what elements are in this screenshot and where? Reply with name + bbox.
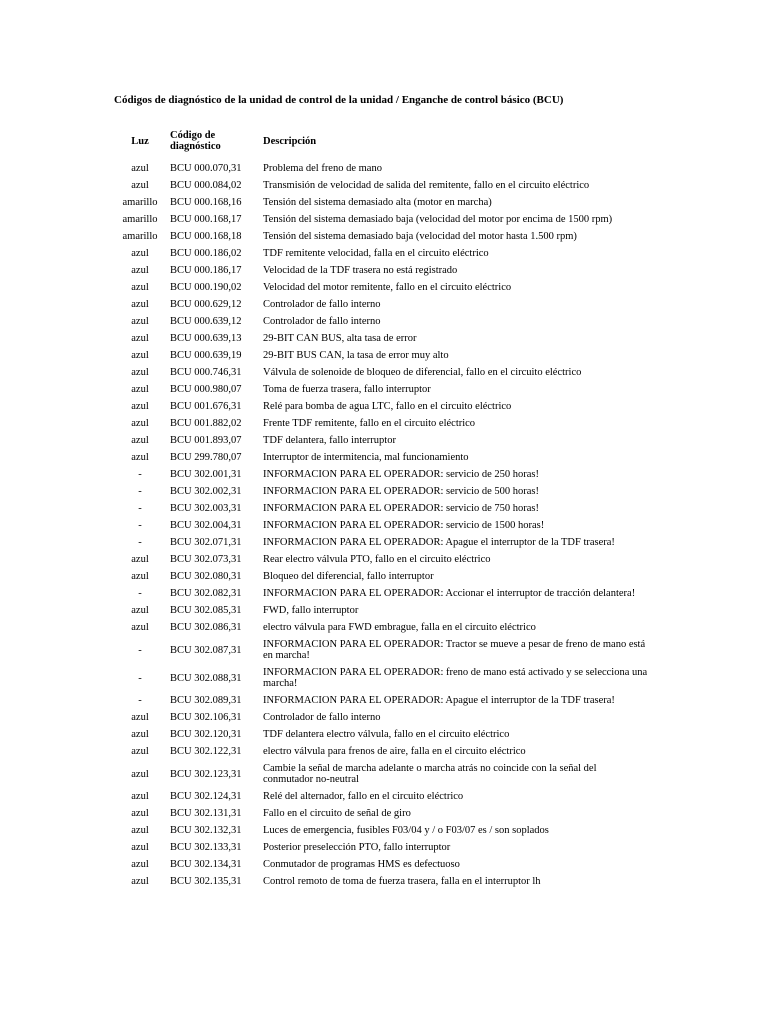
description-cell: INFORMACION PARA EL OPERADOR: Apague el interruptor de la TDF trasera! (263, 537, 615, 548)
table-row (114, 822, 648, 839)
table-row (114, 211, 648, 228)
description-cell: Velocidad de la TDF trasera no está registrado (263, 265, 458, 276)
luz-cell: azul (131, 384, 149, 395)
luz-cell: azul (131, 316, 149, 327)
description-cell: Control remoto de toma de fuerza trasera, falla en el interruptor lh (263, 876, 541, 887)
code-cell: BCU 000.980,07 (170, 384, 242, 395)
code-cell: BCU 000.168,16 (170, 197, 242, 208)
description-cell: Tensión del sistema demasiado baja (velocidad del motor por encima de 1500 rpm) (263, 214, 613, 225)
code-cell: BCU 001.676,31 (170, 401, 242, 412)
description-cell: INFORMACION PARA EL OPERADOR: servicio de 1500 horas! (263, 520, 545, 531)
code-cell: BCU 302.106,31 (170, 712, 242, 723)
table-row (114, 160, 648, 177)
table-row (114, 347, 648, 364)
code-cell: BCU 000.629,12 (170, 299, 242, 310)
table-row (114, 313, 648, 330)
table-row (114, 856, 648, 873)
table-row (114, 449, 648, 466)
table-row (114, 664, 648, 692)
table-row (114, 330, 648, 347)
luz-cell: azul (131, 712, 149, 723)
description-cell: Bloqueo del diferencial, fallo interruptor (263, 571, 434, 582)
code-cell: BCU 000.639,12 (170, 316, 242, 327)
description-cell: TDF remitente velocidad, falla en el circuito eléctrico (263, 248, 489, 259)
code-cell: BCU 302.002,31 (170, 486, 242, 497)
table-row (114, 466, 648, 483)
table-row (114, 381, 648, 398)
table-row (114, 551, 648, 568)
code-cell: BCU 302.133,31 (170, 842, 242, 853)
description-cell: Relé del alternador, fallo en el circuito eléctrico (263, 791, 464, 802)
table-row (114, 839, 648, 856)
description-cell: TDF delantera, fallo interruptor (263, 435, 396, 446)
luz-cell: - (138, 520, 142, 531)
code-cell: BCU 000.168,17 (170, 214, 242, 225)
description-cell: 29-BIT BUS CAN, la tasa de error muy alto (263, 350, 449, 361)
luz-cell: azul (131, 367, 149, 378)
luz-cell: azul (131, 180, 149, 191)
code-cell: BCU 302.087,31 (170, 644, 242, 656)
luz-cell: azul (131, 435, 149, 446)
description-cell: Interruptor de intermitencia, mal funcionamiento (263, 452, 469, 463)
diagnostic-codes-table (114, 124, 648, 890)
code-cell: BCU 302.085,31 (170, 605, 242, 616)
code-cell: BCU 302.120,31 (170, 729, 242, 740)
description-cell: Rear electro válvula PTO, fallo en el circuito eléctrico (263, 554, 491, 565)
luz-cell: azul (131, 842, 149, 853)
luz-cell: azul (131, 554, 149, 565)
page-title: Códigos de diagnóstico de la unidad de control de la unidad / Enganche de control básico (BCU) (114, 94, 564, 106)
table-row (114, 760, 648, 788)
luz-cell: azul (131, 605, 149, 616)
table-row (114, 262, 648, 279)
code-cell: BCU 000.639,13 (170, 333, 242, 344)
description-cell: INFORMACION PARA EL OPERADOR: Tractor se mueve a pesar de freno de mano está en marcha! (263, 639, 646, 661)
code-cell: BCU 000.084,02 (170, 180, 242, 191)
code-cell: BCU 299.780,07 (170, 452, 242, 463)
table-row (114, 398, 648, 415)
description-cell: Fallo en el circuito de señal de giro (263, 808, 411, 819)
table-row (114, 619, 648, 636)
luz-cell: azul (131, 876, 149, 887)
table-row (114, 500, 648, 517)
luz-cell: azul (131, 729, 149, 740)
code-cell: BCU 001.882,02 (170, 418, 242, 429)
code-cell: BCU 302.073,31 (170, 554, 242, 565)
luz-cell: azul (131, 163, 149, 174)
code-cell: BCU 302.003,31 (170, 503, 242, 514)
code-cell: BCU 302.086,31 (170, 622, 242, 633)
code-cell: BCU 000.070,31 (170, 163, 242, 174)
description-cell: INFORMACION PARA EL OPERADOR: Accionar el interruptor de tracción delantera! (263, 588, 636, 599)
description-cell: Válvula de solenoide de bloqueo de diferencial, fallo en el circuito eléctrico (263, 367, 582, 378)
table-row (114, 788, 648, 805)
description-cell: Transmisión de velocidad de salida del remitente, fallo en el circuito eléctrico (263, 180, 590, 191)
table-row (114, 709, 648, 726)
luz-cell: - (138, 588, 142, 599)
description-cell: 29-BIT CAN BUS, alta tasa de error (263, 333, 417, 344)
table-row (114, 873, 648, 890)
description-cell: Relé para bomba de agua LTC, fallo en el circuito eléctrico (263, 401, 512, 412)
luz-cell: azul (131, 622, 149, 633)
luz-cell: azul (131, 859, 149, 870)
description-cell: Velocidad del motor remitente, fallo en el circuito eléctrico (263, 282, 512, 293)
luz-cell: - (138, 695, 142, 706)
table-row (114, 245, 648, 262)
code-cell: BCU 302.132,31 (170, 825, 242, 836)
code-cell: BCU 302.080,31 (170, 571, 242, 582)
table-row (114, 743, 648, 760)
code-cell: BCU 000.639,19 (170, 350, 242, 361)
luz-cell: - (138, 503, 142, 514)
description-cell: TDF delantera electro válvula, fallo en el circuito eléctrico (263, 729, 510, 740)
code-cell: BCU 302.122,31 (170, 746, 242, 757)
description-cell: electro válvula para frenos de aire, falla en el circuito eléctrico (263, 746, 526, 757)
luz-cell: - (138, 644, 142, 656)
table-row (114, 534, 648, 551)
luz-cell: amarillo (122, 231, 158, 242)
table-row (114, 602, 648, 619)
luz-cell: azul (131, 401, 149, 412)
code-cell: BCU 302.001,31 (170, 469, 242, 480)
luz-cell: - (138, 672, 142, 684)
code-cell: BCU 000.186,02 (170, 248, 242, 259)
header-codigo: Código de diagnóstico (170, 130, 221, 152)
description-cell: Controlador de fallo interno (263, 316, 381, 327)
description-cell: INFORMACION PARA EL OPERADOR: servicio de 500 horas! (263, 486, 540, 497)
luz-cell: azul (131, 746, 149, 757)
luz-cell: azul (131, 768, 149, 780)
code-cell: BCU 000.190,02 (170, 282, 242, 293)
code-cell: BCU 302.071,31 (170, 537, 242, 548)
luz-cell: azul (131, 825, 149, 836)
luz-cell: azul (131, 299, 149, 310)
luz-cell: azul (131, 791, 149, 802)
luz-cell: azul (131, 282, 149, 293)
table-row (114, 177, 648, 194)
header-luz: Luz (131, 135, 149, 147)
code-cell: BCU 302.004,31 (170, 520, 242, 531)
description-cell: Tensión del sistema demasiado baja (velocidad del motor hasta 1.500 rpm) (263, 231, 577, 242)
description-cell: FWD, fallo interruptor (263, 605, 359, 616)
code-cell: BCU 000.168,18 (170, 231, 242, 242)
table-row (114, 636, 648, 664)
table-row (114, 279, 648, 296)
code-cell: BCU 000.186,17 (170, 265, 242, 276)
description-cell: Luces de emergencia, fusibles F03/04 y / o F03/07 es / son soplados (263, 825, 549, 836)
code-cell: BCU 302.134,31 (170, 859, 242, 870)
table-row (114, 296, 648, 313)
code-cell: BCU 302.135,31 (170, 876, 242, 887)
description-cell: INFORMACION PARA EL OPERADOR: Apague el interruptor de la TDF trasera! (263, 695, 615, 706)
description-cell: Tensión del sistema demasiado alta (motor en marcha) (263, 197, 492, 208)
table-header-row (114, 124, 648, 160)
code-cell: BCU 302.131,31 (170, 808, 242, 819)
table-row (114, 364, 648, 381)
header-descripcion: Descripción (263, 135, 317, 147)
description-cell: INFORMACION PARA EL OPERADOR: freno de mano está activado y se selecciona una marcha! (263, 667, 648, 689)
table-row (114, 228, 648, 245)
code-cell: BCU 302.088,31 (170, 672, 242, 684)
luz-cell: - (138, 469, 142, 480)
description-cell: INFORMACION PARA EL OPERADOR: servicio de 250 horas! (263, 469, 540, 480)
luz-cell: amarillo (122, 197, 158, 208)
description-cell: Toma de fuerza trasera, fallo interruptor (263, 384, 431, 395)
luz-cell: azul (131, 452, 149, 463)
table-row (114, 517, 648, 534)
luz-cell: - (138, 486, 142, 497)
description-cell: electro válvula para FWD embrague, falla en el circuito eléctrico (263, 622, 536, 633)
luz-cell: azul (131, 350, 149, 361)
luz-cell: azul (131, 418, 149, 429)
description-cell: Problema del freno de mano (263, 163, 382, 174)
code-cell: BCU 302.123,31 (170, 768, 242, 780)
table-row (114, 415, 648, 432)
luz-cell: azul (131, 808, 149, 819)
description-cell: Posterior preselección PTO, fallo interruptor (263, 842, 451, 853)
description-cell: Controlador de fallo interno (263, 299, 381, 310)
code-cell: BCU 302.124,31 (170, 791, 242, 802)
code-cell: BCU 000.746,31 (170, 367, 242, 378)
table-body (114, 160, 648, 890)
luz-cell: azul (131, 248, 149, 259)
table-row (114, 805, 648, 822)
luz-cell: azul (131, 265, 149, 276)
luz-cell: amarillo (122, 214, 158, 225)
code-cell: BCU 302.089,31 (170, 695, 242, 706)
code-cell: BCU 001.893,07 (170, 435, 242, 446)
table-row (114, 692, 648, 709)
luz-cell: azul (131, 333, 149, 344)
table-row (114, 568, 648, 585)
table-row (114, 432, 648, 449)
table-row (114, 483, 648, 500)
description-cell: Cambie la señal de marcha adelante o marcha atrás no coincide con la señal del conmutador no-neutral (263, 763, 597, 785)
luz-cell: azul (131, 571, 149, 582)
luz-cell: - (138, 537, 142, 548)
description-cell: Controlador de fallo interno (263, 712, 381, 723)
table-row (114, 726, 648, 743)
table-row (114, 585, 648, 602)
description-cell: INFORMACION PARA EL OPERADOR: servicio de 750 horas! (263, 503, 540, 514)
description-cell: Frente TDF remitente, fallo en el circuito eléctrico (263, 418, 476, 429)
description-cell: Conmutador de programas HMS es defectuoso (263, 859, 460, 870)
table-row (114, 194, 648, 211)
code-cell: BCU 302.082,31 (170, 588, 242, 599)
